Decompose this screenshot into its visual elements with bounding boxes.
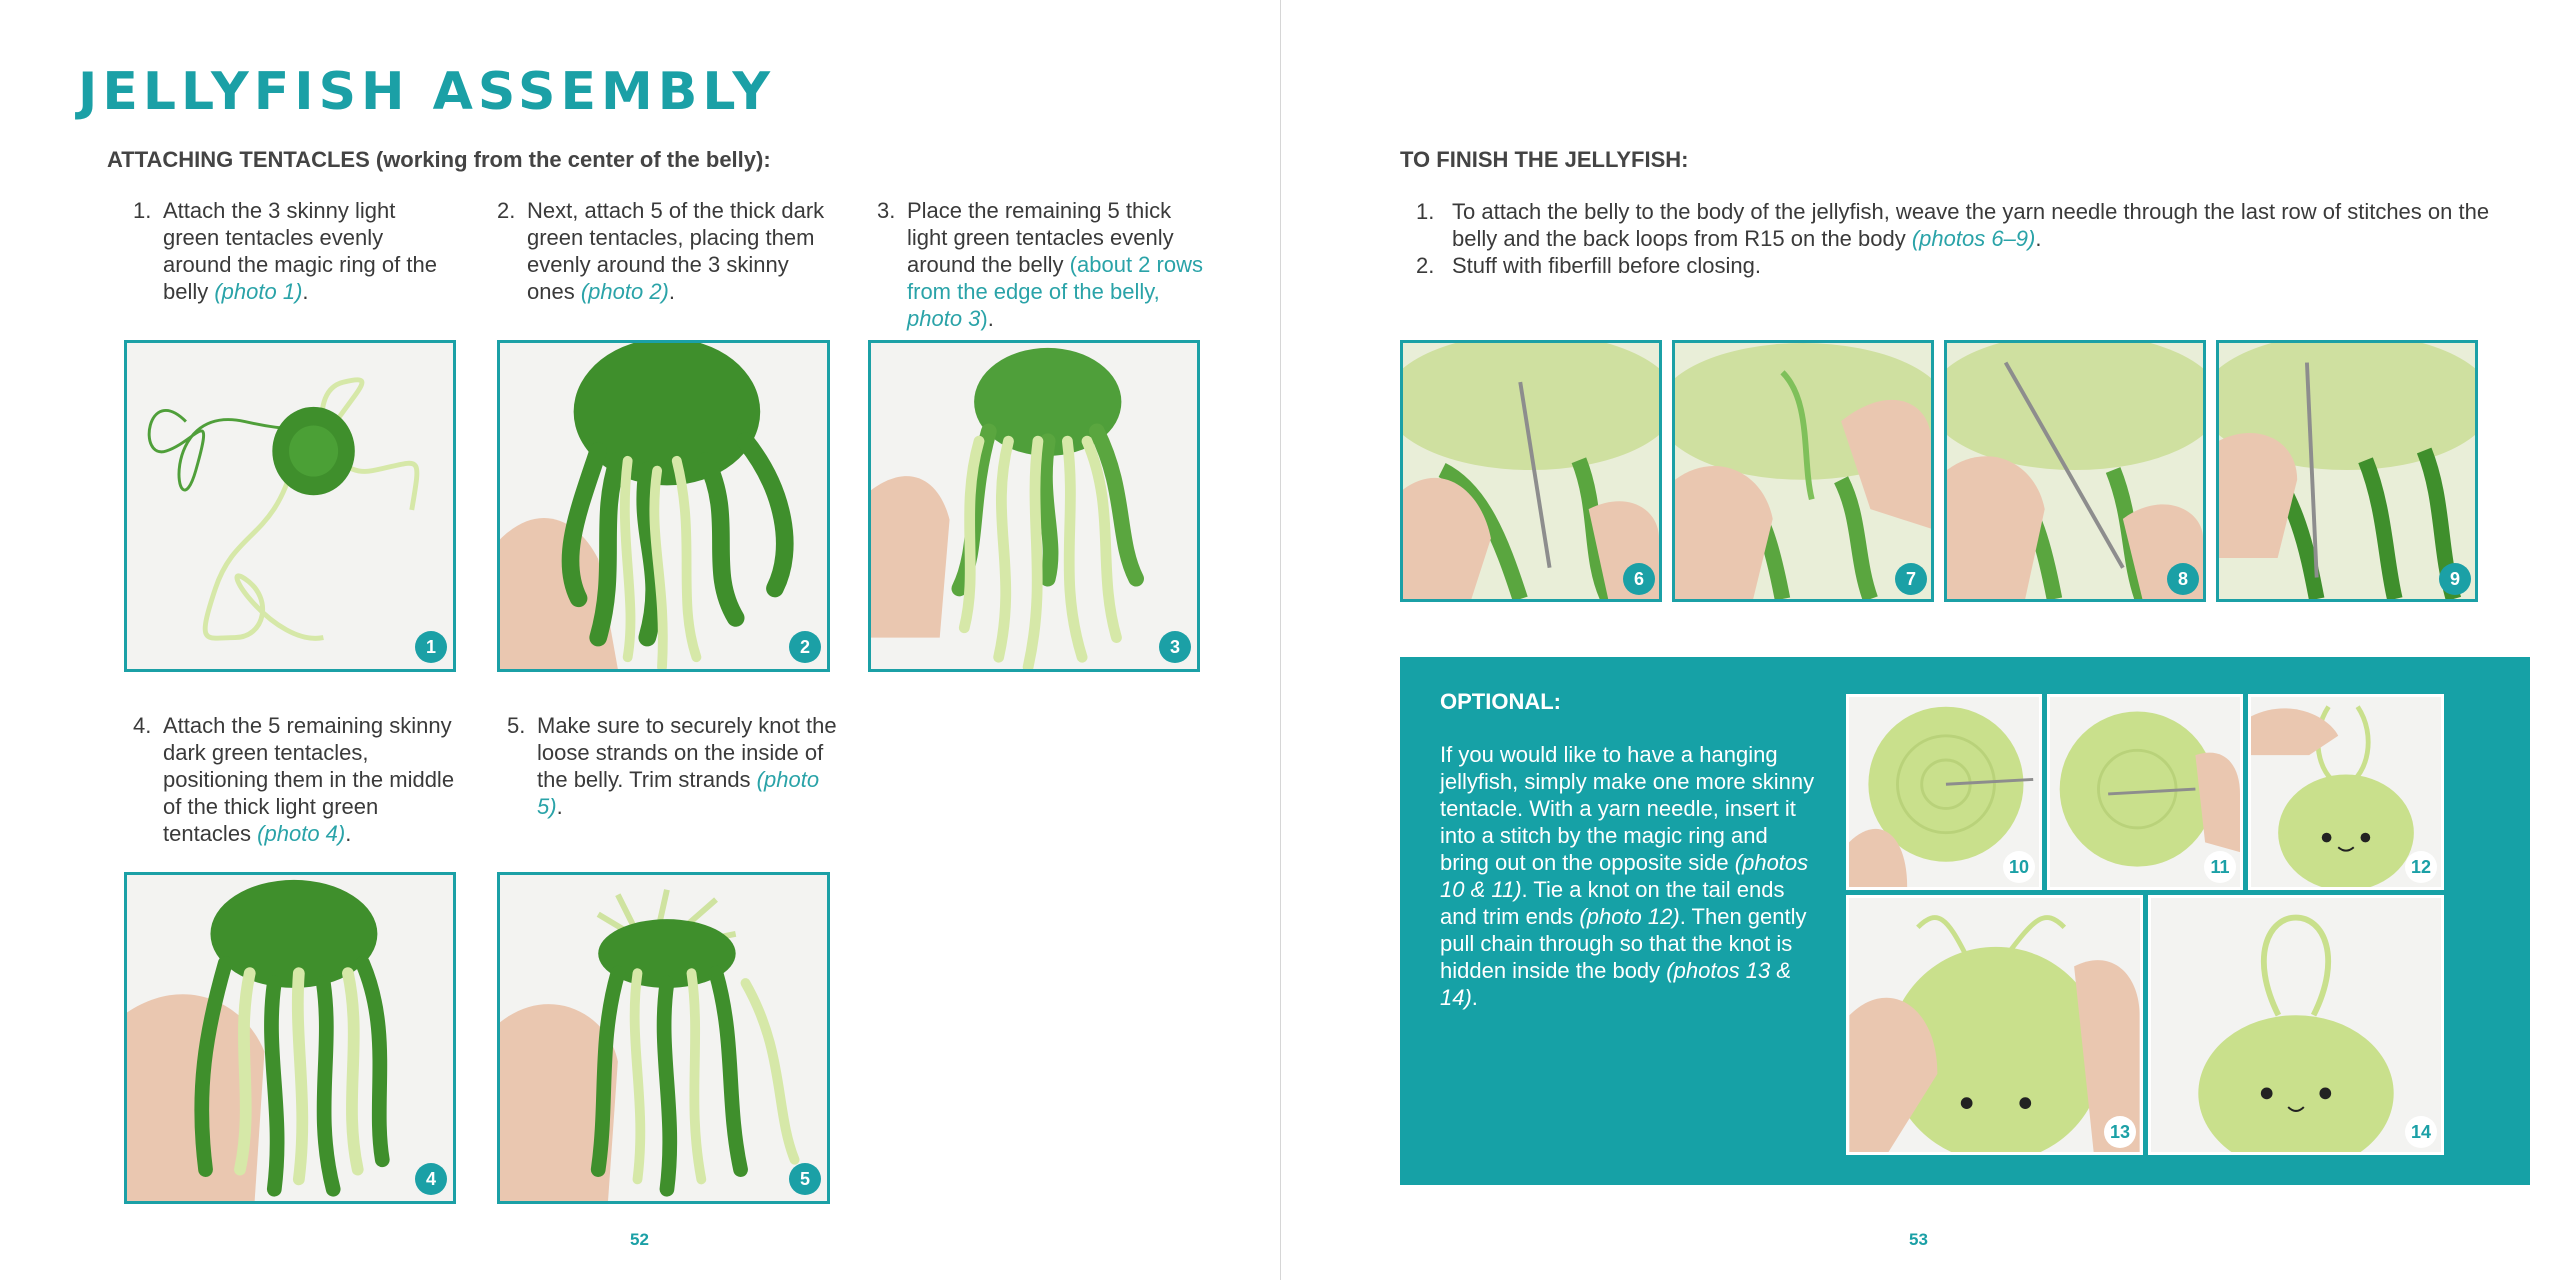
- step-5: 5. Make sure to securely knot the loose strands on the inside of the belly. Trim strands (photo 5).: [507, 713, 837, 819]
- photo-13: [1846, 895, 2143, 1155]
- right-page: [1281, 0, 2560, 1280]
- yarn-photo-illustration: [127, 343, 453, 669]
- page-title: JELLYFISH ASSEMBLY: [78, 62, 776, 122]
- step-number: 1.: [133, 198, 152, 223]
- finish-steps: [1416, 198, 2526, 279]
- step-text: Make sure to securely knot the loose strands on the inside of the belly. Trim strands: [537, 713, 837, 792]
- step-2: 2. Next, attach 5 of the thick dark green tentacles, placing them evenly around the 3 skinny ones (photo 2).: [497, 198, 825, 304]
- photo-3: [868, 340, 1200, 672]
- step-text: To attach the belly to the body of the jellyfish, weave the yarn needle through the last row of stitches on the belly and the back loops from R15 on the body: [1452, 199, 2490, 251]
- attaching-tentacles-heading: ATTACHING TENTACLES (working from the center of the belly):: [107, 147, 771, 172]
- step-number: 2.: [1416, 253, 1435, 278]
- photo-reference: (photo 5): [537, 767, 820, 819]
- step-text: Attach the 3 skinny light green tentacles evenly around the magic ring of the belly: [163, 198, 437, 304]
- photo-5: [497, 872, 830, 1204]
- step-4: 4. Attach the 5 remaining skinny dark green tentacles, positioning them in the middle of the thick light green tentacles (photo 4).: [133, 713, 455, 846]
- yarn-photo-illustration: [1675, 343, 1931, 599]
- photo-1: [124, 340, 456, 672]
- photo-14: [2148, 895, 2444, 1155]
- step-text: Place the remaining 5 thick light green tentacles evenly around the belly: [907, 198, 1174, 277]
- step-3: 3. Place the remaining 5 thick light green tentacles evenly around the belly (about 2 rows from the edge of the belly, photo 3).: [877, 198, 1203, 331]
- step-text: Next, attach 5 of the thick dark green tentacles, placing them evenly around the 3 skinny ones: [527, 198, 825, 304]
- photo-8: [1944, 340, 2206, 602]
- photo-10: [1846, 694, 2042, 890]
- step-1: 1. Attach the 3 skinny light green tentacles evenly around the magic ring of the belly (photo 1).: [133, 198, 437, 304]
- photo-9: [2216, 340, 2478, 602]
- photo-number-badge: 3: [1159, 631, 1191, 663]
- yarn-photo-illustration: [1849, 898, 2140, 1152]
- photo-reference: (photo 4): [257, 821, 346, 846]
- yarn-photo-illustration: [871, 343, 1197, 669]
- photo-reference: (photo 2): [580, 279, 669, 304]
- photo-number-badge: 4: [415, 1163, 447, 1195]
- finish-step-1: 1. To attach the belly to the body of the jellyfish, weave the yarn needle through the last row of stitches on the belly and the back loops from R15 on the body (photos 6–9).: [1416, 199, 2490, 251]
- photo-number-badge: 6: [1623, 563, 1655, 595]
- optional-panel: [1400, 657, 2530, 1185]
- photo-number-badge: 9: [2439, 563, 2471, 595]
- step-number: 3.: [877, 198, 896, 223]
- page-number: 52: [630, 1230, 649, 1249]
- yarn-photo-illustration: [127, 875, 453, 1201]
- step-number: 4.: [133, 713, 152, 738]
- finish-heading: TO FINISH THE JELLYFISH:: [1400, 147, 1689, 172]
- optional-instructions: If you would like to have a hanging jellyfish, simply make one more skinny tentacle. With a yarn needle, insert it into a stitch by the magic ring and bring out on the opposite side (photos 10 & 11). Tie a knot on the tail ends and trim ends (photo 12). Then gently pull chain through so that the knot is hidden inside the body (photos 13 & 14).: [1440, 742, 1815, 1010]
- photo-reference: (photos 6–9): [1911, 226, 2036, 251]
- step-number: 2.: [497, 198, 516, 223]
- yarn-photo-illustration: [1403, 343, 1659, 599]
- photo-number-badge: 1: [415, 631, 447, 663]
- photo-number-badge: 13: [2104, 1116, 2136, 1148]
- photo-number-badge: 10: [2003, 851, 2035, 883]
- yarn-photo-illustration: [1947, 343, 2203, 599]
- photo-number-badge: 7: [1895, 563, 1927, 595]
- step-text: Stuff with fiberfill before closing.: [1452, 253, 1761, 278]
- photo-reference: (photos 10 & 11): [1440, 850, 1809, 902]
- step-number: 5.: [507, 713, 526, 738]
- photo-7: [1672, 340, 1934, 602]
- photo-12: [2248, 694, 2444, 890]
- photo-reference: (about 2 rows from the edge of the belly,: [907, 252, 1203, 304]
- page-number: 53: [1909, 1230, 1928, 1249]
- photo-number-badge: 8: [2167, 563, 2199, 595]
- photo-reference: (photo 1): [214, 279, 303, 304]
- photo-reference: (photos 13 & 14): [1440, 958, 1792, 1010]
- photo-number-badge: 11: [2204, 851, 2236, 883]
- step-text: Attach the 5 remaining skinny dark green tentacles, positioning them in the middle of the thick light green tentacles: [163, 713, 455, 846]
- photo-number-badge: 5: [789, 1163, 821, 1195]
- photo-6: [1400, 340, 1662, 602]
- optional-heading: OPTIONAL:: [1440, 689, 1561, 714]
- photo-2: [497, 340, 830, 672]
- step-number: 1.: [1416, 199, 1435, 224]
- photo-4: [124, 872, 456, 1204]
- yarn-photo-illustration: [500, 875, 827, 1201]
- photo-number-badge: 14: [2405, 1116, 2437, 1148]
- yarn-photo-illustration: [2219, 343, 2475, 599]
- photo-reference: (photo 12): [1579, 904, 1680, 929]
- photo-number-badge: 2: [789, 631, 821, 663]
- photo-number-badge: 12: [2405, 851, 2437, 883]
- yarn-photo-illustration: [500, 343, 827, 669]
- yarn-photo-illustration: [2151, 898, 2441, 1152]
- photo-11: [2047, 694, 2243, 890]
- finish-step-2: [1416, 252, 2526, 279]
